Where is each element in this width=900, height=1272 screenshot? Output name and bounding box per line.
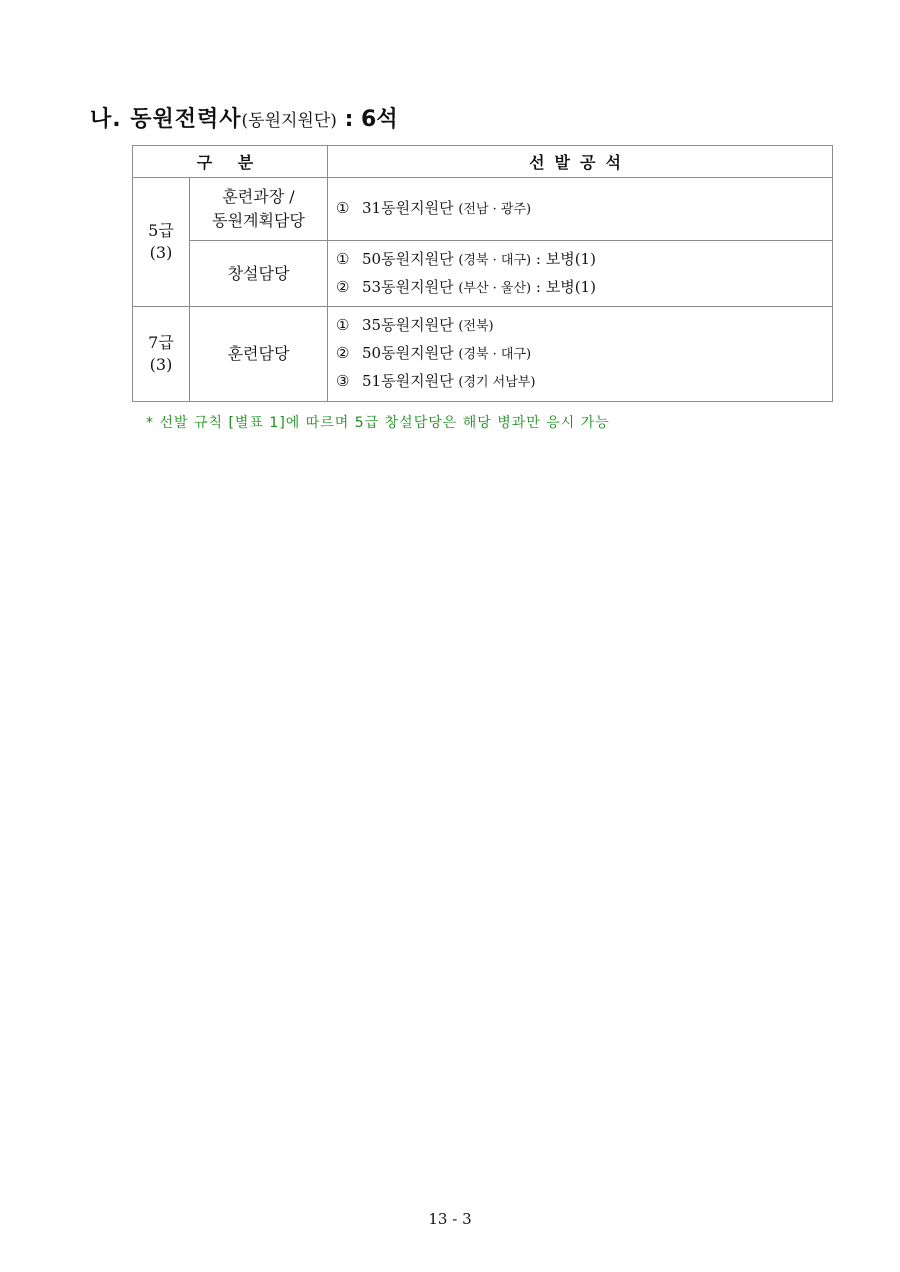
table-header-row: [133, 146, 833, 178]
role-label: 동원계획담당: [212, 211, 305, 230]
grade-count: (3): [149, 355, 173, 374]
section-heading: [90, 104, 398, 137]
role-label: 창설담당: [227, 263, 290, 283]
seat-region: (경북 · 대구): [458, 252, 532, 268]
seat-number: ①: [336, 249, 350, 268]
seat-unit: 50동원지원단: [362, 344, 454, 362]
seat-item: [336, 246, 832, 274]
seat-item: [336, 340, 832, 368]
seat-item: [336, 312, 832, 340]
seat-extra: : 보병(1): [531, 277, 596, 296]
seat-item: [336, 195, 832, 223]
grade-cell: [133, 178, 190, 307]
table-row: [133, 307, 833, 402]
role-cell: [190, 241, 328, 307]
seat-number: ①: [336, 199, 350, 217]
role-label: 훈련과장 /: [222, 187, 295, 206]
seat-unit: 53동원지원단: [362, 277, 454, 296]
seat-unit: 51동원지원단: [362, 372, 454, 390]
grade-count: (3): [149, 243, 173, 262]
seat-number: ①: [336, 316, 350, 334]
seats-cell: [328, 307, 833, 402]
seat-extra: : 보병(1): [531, 249, 596, 268]
grade-label: 5급: [148, 221, 174, 240]
footnote: * 선발 규칙 [별표 1]에 따르며 5급 창설담당은 해당 병과만 응시 가능: [146, 415, 610, 431]
seat-region: (전남 · 광주): [458, 202, 532, 217]
table-row: [133, 178, 833, 241]
header-category: 구 분: [133, 146, 328, 178]
role-label: 훈련담당: [227, 344, 290, 363]
grade-label: 7급: [148, 333, 174, 352]
table-row: [133, 241, 833, 307]
header-seats: 선발공석: [328, 146, 833, 178]
seat-item: [336, 274, 832, 302]
section-title: 나. 동원전력사: [90, 107, 242, 132]
seat-unit: 50동원지원단: [362, 249, 454, 268]
seat-region: (부산 · 울산): [458, 280, 532, 296]
seat-region: (경기 서남부): [458, 375, 536, 390]
seats-cell: [328, 178, 833, 241]
selection-table: [132, 145, 833, 402]
seats-cell: [328, 241, 833, 307]
seat-region: (경북 · 대구): [458, 347, 532, 362]
seat-number: ②: [336, 277, 350, 296]
page-number: 13 - 3: [428, 1210, 472, 1228]
seat-unit: 35동원지원단: [362, 316, 454, 334]
section-title-paren: (동원지원단): [241, 111, 337, 131]
grade-cell: [133, 307, 190, 402]
role-cell: [190, 307, 328, 402]
section-seat-count: : 6석: [336, 107, 398, 132]
role-cell: [190, 178, 328, 241]
seat-region: (전북): [458, 319, 494, 334]
seat-unit: 31동원지원단: [362, 199, 454, 217]
seat-number: ②: [336, 344, 350, 362]
seat-item: [336, 368, 832, 396]
seat-number: ③: [336, 372, 350, 390]
